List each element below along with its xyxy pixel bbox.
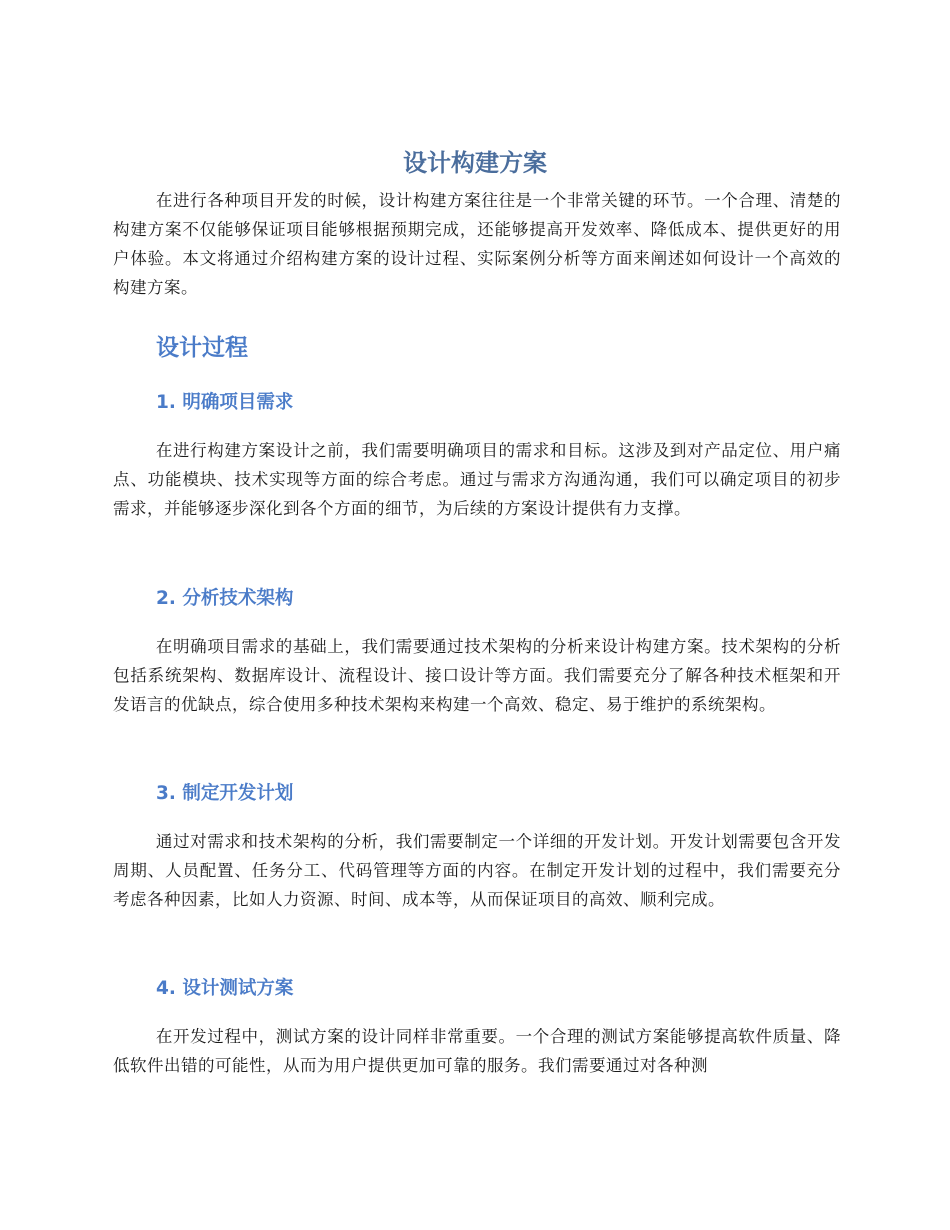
step-3-heading: 3. 制定开发计划 xyxy=(156,783,294,804)
step-1-heading: 1. 明确项目需求 xyxy=(156,392,294,413)
step-4-body: 在开发过程中，测试方案的设计同样非常重要。一个合理的测试方案能够提高软件质量、降低软件出错的可能性，从而为用户提供更加可靠的服务。我们需要通过对各种测 xyxy=(113,1027,841,1075)
intro-paragraph: 在进行各种项目开发的时候，设计构建方案往往是一个非常关键的环节。一个合理、清楚的构建方案不仅能够保证项目能够根据预期完成，还能够提高开发效率、降低成本、提供更好的用户体验。本文将通过介绍构建方案的设计过程、实际案例分析等方面来阐述如何设计一个高效的构建方案。 xyxy=(113,191,841,297)
document-title: 设计构建方案 xyxy=(403,149,547,177)
step-1-body: 在进行构建方案设计之前，我们需要明确项目的需求和目标。这涉及到对产品定位、用户痛点、功能模块、技术实现等方面的综合考虑。通过与需求方沟通沟通，我们可以确定项目的初步需求，并能够逐步深化到各个方面的细节，为后续的方案设计提供有力支撑。 xyxy=(113,441,841,518)
section-heading-design-process: 设计过程 xyxy=(156,335,248,361)
step-2-body: 在明确项目需求的基础上，我们需要通过技术架构的分析来设计构建方案。技术架构的分析包括系统架构、数据库设计、流程设计、接口设计等方面。我们需要充分了解各种技术框架和开发语言的优缺点，综合使用多种技术架构来构建一个高效、稳定、易于维护的系统架构。 xyxy=(113,637,841,714)
step-3-body: 通过对需求和技术架构的分析，我们需要制定一个详细的开发计划。开发计划需要包含开发周期、人员配置、任务分工、代码管理等方面的内容。在制定开发计划的过程中，我们需要充分考虑各种因素，比如人力资源、时间、成本等，从而保证项目的高效、顺利完成。 xyxy=(113,832,841,909)
step-4-heading: 4. 设计测试方案 xyxy=(156,978,294,999)
step-2-heading: 2. 分析技术架构 xyxy=(156,588,294,609)
